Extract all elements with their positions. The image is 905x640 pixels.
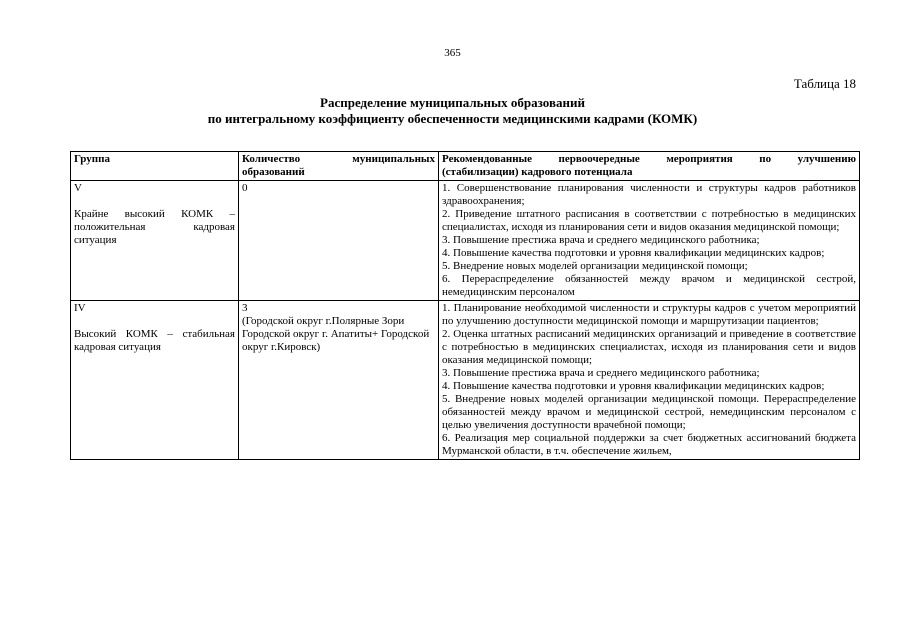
group-description: Крайне высокий КОМК – положительная кадровая ситуация xyxy=(74,208,235,246)
measure-item: 4. Повышение качества подготовки и уровня квалификации медицинских кадров; xyxy=(442,247,825,259)
measure-item: 4. Повышение качества подготовки и уровня квалификации медицинских кадров; xyxy=(442,380,825,392)
measure-item: 2. Приведение штатного расписания в соответствии с потребностью в медицинских специалистах, исходя из планирования сети и видов оказания медицинской помощи; xyxy=(442,208,856,233)
table-row xyxy=(71,301,860,460)
header-group: Группа xyxy=(71,152,239,181)
group-cell xyxy=(71,301,239,460)
municipality-count: 0 xyxy=(242,182,248,194)
table-label: Таблица 18 xyxy=(793,76,856,91)
table-title xyxy=(0,95,905,127)
header-count xyxy=(239,152,439,181)
measure-item: 2. Оценка штатных расписаний медицинских организаций и приведение в соответствие с потребностью в медицинских специалистах, исходя из планирования сети и видов оказания медицинской помощи; xyxy=(442,328,856,366)
title-line-1: Распределение муниципальных образований xyxy=(320,95,585,110)
municipality-list: (Городской округ г.Полярные Зори Городской округ г. Апатиты+ Городской округ г.Кировск) xyxy=(242,315,430,353)
measures-cell xyxy=(439,181,860,301)
measure-item: 3. Повышение престижа врача и среднего медицинского работника; xyxy=(442,234,760,246)
komk-table xyxy=(70,151,860,460)
header-count-line-1: Количество муниципальных xyxy=(242,153,435,165)
measure-item: 6. Перераспределение обязанностей между врачом и медицинской сестрой, немедицинским персоналом xyxy=(442,273,856,298)
table-row xyxy=(71,181,860,301)
measures-cell xyxy=(439,301,860,460)
measure-item: 5. Внедрение новых моделей организации медицинской помощи. Перераспределение обязанностей между врачом и медицинской сестрой, немедицинским персоналом с целью увеличения доступности врачебной помощи; xyxy=(442,393,856,431)
group-description: Высокий КОМК – стабильная кадровая ситуация xyxy=(74,328,235,353)
group-number: V xyxy=(74,182,82,194)
count-cell xyxy=(239,301,439,460)
measure-item: 6. Реализация мер социальной поддержки за счет бюджетных ассигнований бюджета Мурманской области, в т.ч. обеспечение жильем, xyxy=(442,432,856,457)
header-count-line-2: образований xyxy=(242,166,305,178)
header-measures-line-1: Рекомендованные первоочередные мероприятия по улучшению xyxy=(442,153,856,165)
measure-item: 5. Внедрение новых моделей организации медицинской помощи; xyxy=(442,260,748,272)
municipality-count: 3 xyxy=(242,302,248,314)
title-line-2: по интегральному коэффициенту обеспеченности медицинскими кадрами (КОМК) xyxy=(207,111,698,126)
header-measures xyxy=(439,152,860,181)
page-number: 365 xyxy=(444,47,461,59)
count-cell xyxy=(239,181,439,301)
group-number: IV xyxy=(74,302,86,314)
measure-item: 3. Повышение престижа врача и среднего медицинского работника; xyxy=(442,367,760,379)
measure-item: 1. Планирование необходимой численности и структуры кадров с учетом мероприятий по улучшению доступности медицинской помощи и маршрутизации пациентов; xyxy=(442,302,856,327)
group-cell xyxy=(71,181,239,301)
header-measures-line-2: (стабилизации) кадрового потенциала xyxy=(442,166,633,178)
table-header-row xyxy=(71,152,860,181)
measure-item: 1. Совершенствование планирования численности и структуры кадров работников здравоохранения; xyxy=(442,182,856,207)
